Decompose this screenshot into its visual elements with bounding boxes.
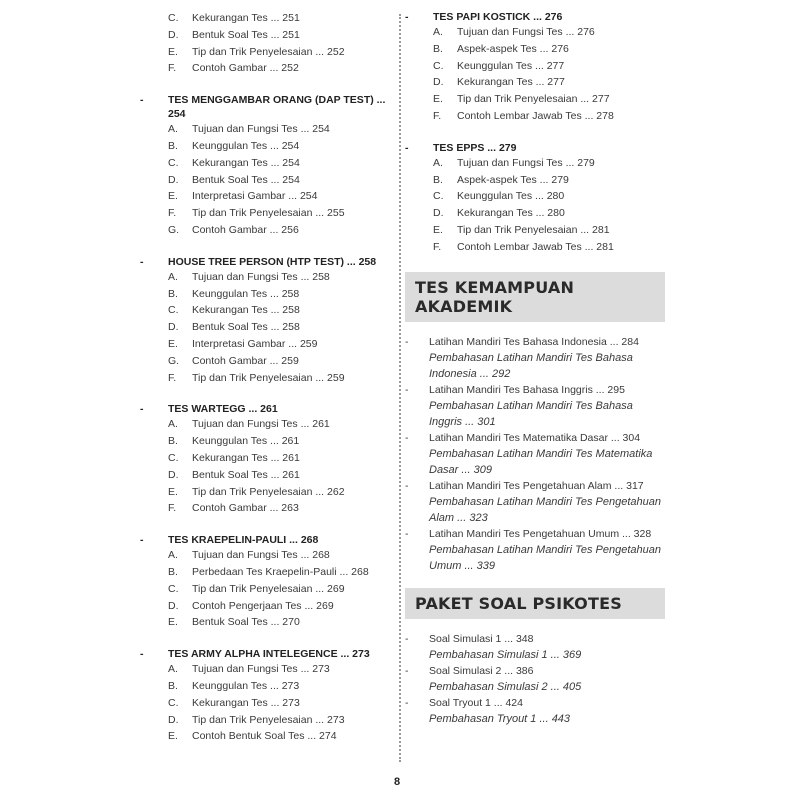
section-heading xyxy=(140,647,388,661)
item-letter: D. xyxy=(168,599,179,612)
entry-discussion: Pembahasan Latihan Mandiri Tes Pengetahuan Umum ... 339 xyxy=(429,543,661,572)
toc-item xyxy=(168,728,388,745)
section-title: TES WARTEGG ... 261 xyxy=(168,403,278,416)
item-letter: A. xyxy=(433,156,443,169)
toc-item xyxy=(168,121,388,138)
toc-item xyxy=(168,269,388,286)
item-letter: D. xyxy=(168,28,179,41)
item-letter: F. xyxy=(168,502,177,515)
item-text: Tip dan Trik Penyelesaian ... 259 xyxy=(192,371,345,384)
section-title: TES ARMY ALPHA INTELEGENCE ... 273 xyxy=(168,648,370,661)
banner-akademik: TES KEMAMPUAN AKADEMIK xyxy=(405,272,665,322)
toc-item xyxy=(433,155,665,172)
toc-section xyxy=(405,141,665,256)
item-text: Keunggulan Tes ... 258 xyxy=(192,287,300,300)
item-letter: B. xyxy=(433,42,443,55)
toc-item xyxy=(168,661,388,678)
toc-item xyxy=(168,467,388,484)
toc-entry xyxy=(405,382,665,398)
item-letter: G. xyxy=(168,354,180,367)
entry-title: Latihan Mandiri Tes Pengetahuan Umum ... 328 xyxy=(429,527,652,540)
toc-item xyxy=(168,302,388,319)
item-text: Bentuk Soal Tes ... 254 xyxy=(192,173,300,186)
item-letter: F. xyxy=(168,371,177,384)
toc-section xyxy=(405,10,665,125)
item-text: Tujuan dan Fungsi Tes ... 258 xyxy=(192,270,330,283)
toc-section xyxy=(140,10,388,77)
toc-item xyxy=(168,138,388,155)
entry-discussion: Pembahasan Simulasi 2 ... 405 xyxy=(429,680,582,693)
toc-item xyxy=(168,500,388,517)
bullet-dash: - xyxy=(140,648,144,661)
item-letter: A. xyxy=(168,270,178,283)
toc-item xyxy=(168,712,388,729)
section-heading xyxy=(140,255,388,269)
toc-item xyxy=(168,581,388,598)
toc-item xyxy=(168,450,388,467)
entry-discussion: Pembahasan Latihan Mandiri Tes Bahasa Indonesia ... 292 xyxy=(429,351,633,380)
entry-discussion: Pembahasan Latihan Mandiri Tes Bahasa Inggris ... 301 xyxy=(429,399,633,428)
section-heading xyxy=(405,141,665,155)
item-letter: C. xyxy=(168,696,179,709)
bullet-dash: - xyxy=(140,403,144,416)
toc-item xyxy=(433,239,665,256)
item-text: Tip dan Trik Penyelesaian ... 269 xyxy=(192,582,345,595)
entry-discussion: Pembahasan Latihan Mandiri Tes Matematika Dasar ... 309 xyxy=(429,447,653,476)
item-text: Tip dan Trik Penyelesaian ... 255 xyxy=(192,207,345,220)
toc-item xyxy=(168,319,388,336)
item-letter: G. xyxy=(168,223,180,236)
toc-item xyxy=(433,24,665,41)
bullet-dash: - xyxy=(140,255,144,268)
toc-item xyxy=(433,74,665,91)
item-letter: F. xyxy=(433,109,442,122)
item-text: Contoh Lembar Jawab Tes ... 278 xyxy=(457,109,614,122)
toc-item xyxy=(168,222,388,239)
item-text: Tip dan Trik Penyelesaian ... 277 xyxy=(457,93,610,106)
bullet-dash: - xyxy=(405,632,409,645)
item-text: Interpretasi Gambar ... 259 xyxy=(192,337,318,350)
toc-item xyxy=(168,433,388,450)
item-letter: C. xyxy=(168,582,179,595)
item-letter: B. xyxy=(168,287,178,300)
toc-item xyxy=(168,155,388,172)
item-text: Kekurangan Tes ... 273 xyxy=(192,696,300,709)
item-text: Aspek-aspek Tes ... 279 xyxy=(457,173,569,186)
toc-item xyxy=(433,222,665,239)
toc-item xyxy=(168,614,388,631)
bullet-dash: - xyxy=(405,527,409,540)
section-heading xyxy=(140,93,388,121)
item-text: Interpretasi Gambar ... 254 xyxy=(192,190,318,203)
item-letter: B. xyxy=(168,139,178,152)
item-text: Aspek-aspek Tes ... 276 xyxy=(457,42,569,55)
item-letter: D. xyxy=(168,468,179,481)
item-letter: C. xyxy=(168,156,179,169)
item-letter: E. xyxy=(168,45,178,58)
item-text: Keunggulan Tes ... 277 xyxy=(457,59,565,72)
bullet-dash: - xyxy=(405,696,409,709)
toc-item xyxy=(168,416,388,433)
item-letter: F. xyxy=(168,207,177,220)
item-text: Bentuk Soal Tes ... 251 xyxy=(192,28,300,41)
toc-item xyxy=(433,41,665,58)
item-text: Kekurangan Tes ... 280 xyxy=(457,207,565,220)
item-letter: E. xyxy=(433,223,443,236)
item-text: Kekurangan Tes ... 258 xyxy=(192,304,300,317)
item-text: Tujuan dan Fungsi Tes ... 273 xyxy=(192,663,330,676)
item-text: Keunggulan Tes ... 280 xyxy=(457,190,565,203)
entry-title: Latihan Mandiri Tes Matematika Dasar ... 304 xyxy=(429,431,641,444)
entry-title: Latihan Mandiri Tes Pengetahuan Alam ... 317 xyxy=(429,479,644,492)
bullet-dash: - xyxy=(405,11,409,23)
toc-entry xyxy=(405,430,665,446)
entry-discussion: Pembahasan Tryout 1 ... 443 xyxy=(429,712,571,725)
section-heading xyxy=(405,10,665,24)
item-letter: C. xyxy=(168,12,179,24)
item-text: Tujuan dan Fungsi Tes ... 254 xyxy=(192,123,330,136)
item-letter: A. xyxy=(168,663,178,676)
toc-item xyxy=(168,547,388,564)
toc-item xyxy=(168,564,388,581)
item-letter: E. xyxy=(168,485,178,498)
item-text: Bentuk Soal Tes ... 270 xyxy=(192,616,300,629)
toc-section xyxy=(140,533,388,631)
section-title: TES MENGGAMBAR ORANG (DAP TEST) ... 254 xyxy=(168,94,386,121)
item-letter: A. xyxy=(168,549,178,562)
paket-list xyxy=(405,631,665,727)
toc-item xyxy=(168,172,388,189)
item-letter: D. xyxy=(433,207,444,220)
bullet-dash: - xyxy=(140,534,144,547)
toc-item xyxy=(168,60,388,77)
entry-discussion: Pembahasan Simulasi 1 ... 369 xyxy=(429,648,582,661)
item-text: Tip dan Trik Penyelesaian ... 273 xyxy=(192,713,345,726)
toc-item xyxy=(168,484,388,501)
item-text: Kekurangan Tes ... 277 xyxy=(457,76,565,89)
item-text: Tujuan dan Fungsi Tes ... 261 xyxy=(192,418,330,431)
toc-item xyxy=(168,44,388,61)
item-text: Kekurangan Tes ... 251 xyxy=(192,12,300,24)
toc-item xyxy=(168,286,388,303)
toc-entry xyxy=(405,334,665,350)
toc-entry xyxy=(405,526,665,542)
item-letter: E. xyxy=(168,190,178,203)
item-text: Bentuk Soal Tes ... 258 xyxy=(192,321,300,334)
item-text: Contoh Gambar ... 252 xyxy=(192,62,299,75)
toc-item xyxy=(168,678,388,695)
item-letter: C. xyxy=(168,451,179,464)
toc-entry xyxy=(405,663,665,679)
item-text: Contoh Gambar ... 263 xyxy=(192,502,299,515)
item-letter: E. xyxy=(168,730,178,743)
item-text: Keunggulan Tes ... 254 xyxy=(192,139,300,152)
item-text: Contoh Bentuk Soal Tes ... 274 xyxy=(192,730,337,743)
toc-item xyxy=(168,336,388,353)
item-letter: A. xyxy=(168,123,178,136)
item-letter: D. xyxy=(168,173,179,186)
item-text: Tip dan Trik Penyelesaian ... 252 xyxy=(192,45,345,58)
entry-title: Soal Tryout 1 ... 424 xyxy=(429,696,523,709)
section-title: TES PAPI KOSTICK ... 276 xyxy=(433,11,563,23)
item-letter: A. xyxy=(168,418,178,431)
toc-entry xyxy=(405,478,665,494)
item-letter: F. xyxy=(168,62,177,75)
section-heading xyxy=(140,402,388,416)
toc-item xyxy=(433,172,665,189)
item-letter: E. xyxy=(168,616,178,629)
item-letter: B. xyxy=(168,565,178,578)
toc-item xyxy=(168,205,388,222)
toc-item xyxy=(433,58,665,75)
item-text: Tip dan Trik Penyelesaian ... 281 xyxy=(457,223,610,236)
section-heading xyxy=(140,533,388,547)
banner-paket: PAKET SOAL PSIKOTES xyxy=(405,588,665,619)
toc-left-column xyxy=(140,10,388,761)
toc-section xyxy=(140,93,388,239)
section-title: TES EPPS ... 279 xyxy=(433,141,517,154)
toc-item xyxy=(168,695,388,712)
entry-title: Soal Simulasi 1 ... 348 xyxy=(429,632,534,645)
right-sections xyxy=(405,10,665,256)
item-text: Bentuk Soal Tes ... 261 xyxy=(192,468,300,481)
item-text: Kekurangan Tes ... 254 xyxy=(192,156,300,169)
toc-item xyxy=(433,188,665,205)
item-letter: C. xyxy=(433,59,444,72)
item-text: Kekurangan Tes ... 261 xyxy=(192,451,300,464)
item-letter: D. xyxy=(168,321,179,334)
item-letter: E. xyxy=(168,337,178,350)
item-text: Contoh Lembar Jawab Tes ... 281 xyxy=(457,240,614,253)
toc-entry xyxy=(405,631,665,647)
item-letter: E. xyxy=(433,93,443,106)
item-text: Perbedaan Tes Kraepelin-Pauli ... 268 xyxy=(192,565,369,578)
entry-title: Latihan Mandiri Tes Bahasa Inggris ... 295 xyxy=(429,383,625,396)
item-text: Keunggulan Tes ... 273 xyxy=(192,679,300,692)
item-letter: B. xyxy=(433,173,443,186)
bullet-dash: - xyxy=(405,335,409,348)
item-letter: B. xyxy=(168,679,178,692)
item-letter: F. xyxy=(433,240,442,253)
item-text: Contoh Gambar ... 256 xyxy=(192,223,299,236)
item-letter: A. xyxy=(433,26,443,38)
toc-section xyxy=(140,647,388,745)
item-letter: D. xyxy=(433,76,444,89)
item-text: Contoh Pengerjaan Tes ... 269 xyxy=(192,599,334,612)
bullet-dash: - xyxy=(405,479,409,492)
toc-item xyxy=(168,10,388,27)
bullet-dash: - xyxy=(140,94,144,107)
column-divider xyxy=(399,14,401,762)
toc-section xyxy=(140,255,388,387)
item-text: Tujuan dan Fungsi Tes ... 268 xyxy=(192,549,330,562)
item-text: Tujuan dan Fungsi Tes ... 279 xyxy=(457,156,595,169)
item-letter: D. xyxy=(168,713,179,726)
section-title: HOUSE TREE PERSON (HTP TEST) ... 258 xyxy=(168,255,377,268)
item-text: Tujuan dan Fungsi Tes ... 276 xyxy=(457,26,595,38)
toc-item xyxy=(433,91,665,108)
bullet-dash: - xyxy=(405,141,409,154)
section-title: TES KRAEPELIN-PAULI ... 268 xyxy=(168,534,319,547)
page-number: 8 xyxy=(394,776,401,788)
item-text: Tip dan Trik Penyelesaian ... 262 xyxy=(192,485,345,498)
item-letter: C. xyxy=(433,190,444,203)
toc-item xyxy=(168,370,388,387)
bullet-dash: - xyxy=(405,383,409,396)
item-letter: B. xyxy=(168,435,178,448)
toc-entry xyxy=(405,695,665,711)
bullet-dash: - xyxy=(405,664,409,677)
toc-item xyxy=(168,27,388,44)
item-letter: C. xyxy=(168,304,179,317)
bullet-dash: - xyxy=(405,431,409,444)
entry-title: Soal Simulasi 2 ... 386 xyxy=(429,664,534,677)
item-text: Keunggulan Tes ... 261 xyxy=(192,435,300,448)
item-text: Contoh Gambar ... 259 xyxy=(192,354,299,367)
toc-item xyxy=(433,108,665,125)
toc-item xyxy=(168,598,388,615)
toc-item xyxy=(168,188,388,205)
toc-section xyxy=(140,402,388,517)
entry-discussion: Pembahasan Latihan Mandiri Tes Pengetahuan Alam ... 323 xyxy=(429,495,661,524)
entry-title: Latihan Mandiri Tes Bahasa Indonesia ... 284 xyxy=(429,335,639,348)
akademik-list xyxy=(405,334,665,574)
toc-right-column xyxy=(405,10,665,727)
toc-item xyxy=(433,205,665,222)
toc-item xyxy=(168,353,388,370)
